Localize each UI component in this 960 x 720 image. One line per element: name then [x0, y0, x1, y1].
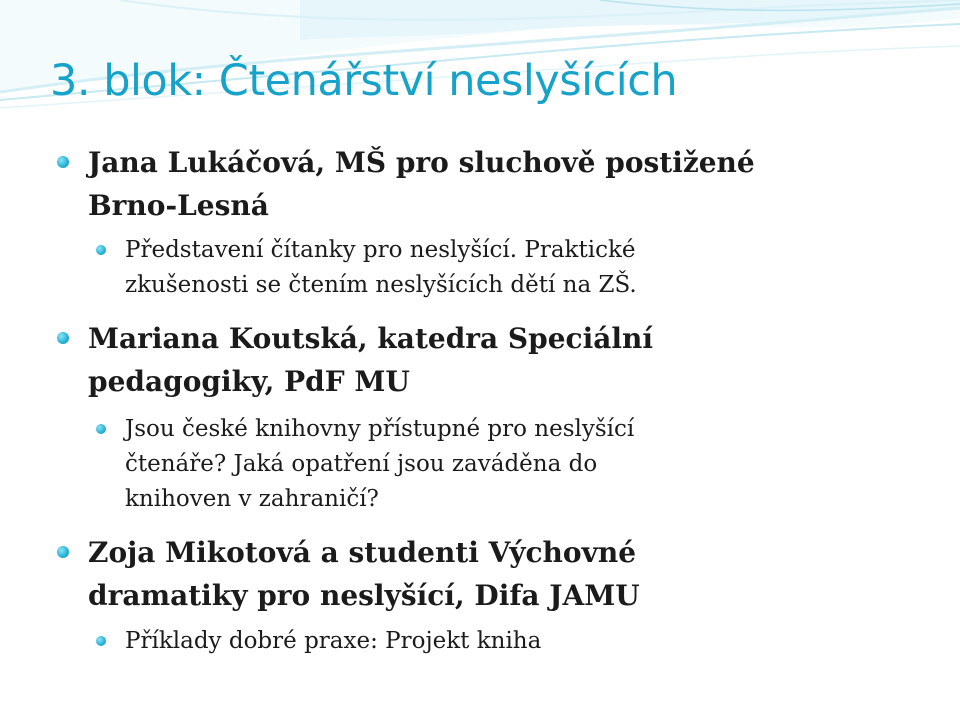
speaker-3-line-2: dramatiky pro neslyšící, Difa JAMU — [88, 579, 640, 612]
speaker-1-line-2: Brno-Lesná — [88, 189, 269, 222]
round-bullet-icon — [57, 332, 69, 344]
round-bullet-icon — [96, 245, 106, 255]
speaker-2-topic-line-3: knihoven v zahraničí? — [125, 486, 379, 512]
bullet-item-speaker-1 — [88, 141, 755, 227]
subitem-speaker-3-topic — [125, 624, 541, 659]
slide-title: 3. blok: Čtenářství neslyšících — [50, 56, 678, 106]
speaker-3-topic-line-1: Příklady dobré praxe: Projekt kniha — [125, 628, 542, 654]
bullet-item-speaker-2 — [88, 317, 653, 403]
speaker-2-topic-line-1: Jsou české knihovny přístupné pro neslyšící — [125, 416, 635, 442]
subitem-speaker-1-topic — [125, 233, 637, 303]
round-bullet-icon — [57, 156, 69, 168]
speaker-2-line-2: pedagogiky, PdF MU — [88, 365, 410, 398]
speaker-1-line-1: Jana Lukáčová, MŠ pro sluchově postižené — [88, 146, 755, 179]
speaker-1-topic-line-1: Představení čítanky pro neslyšící. Praktické — [125, 237, 636, 263]
subitem-speaker-2-topic — [125, 412, 634, 517]
speaker-3-line-1: Zoja Mikotová a studenti Výchovné — [88, 536, 637, 569]
round-bullet-icon — [96, 636, 106, 646]
bullet-item-speaker-3 — [88, 531, 640, 617]
speaker-2-topic-line-2: čtenáře? Jaká opatření jsou zaváděna do — [125, 451, 598, 477]
speaker-1-topic-line-2: zkušenosti se čtením neslyšících dětí na ZŠ. — [125, 272, 637, 298]
round-bullet-icon — [96, 424, 106, 434]
speaker-2-line-1: Mariana Koutská, katedra Speciální — [88, 322, 653, 355]
round-bullet-icon — [57, 546, 69, 558]
